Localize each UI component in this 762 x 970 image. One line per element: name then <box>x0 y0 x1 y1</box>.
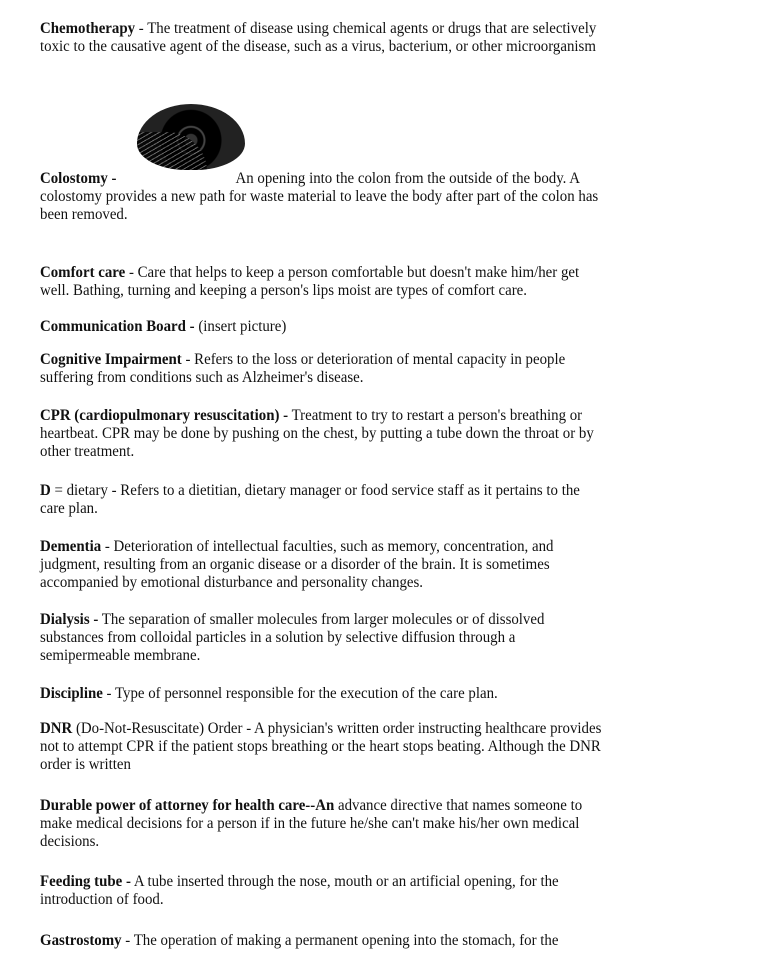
glossary-entry <box>40 20 596 38</box>
glossary-entry-continuation <box>40 556 550 574</box>
glossary-entry <box>40 407 582 425</box>
glossary-term: Discipline <box>40 685 103 702</box>
glossary-definition: care plan. <box>40 500 98 517</box>
glossary-definition: An opening into the colon from the outside of the body. A <box>235 170 581 187</box>
glossary-term: Communication Board - <box>40 318 195 335</box>
glossary-term: Dialysis - <box>40 611 99 628</box>
glossary-entry-continuation <box>40 891 164 909</box>
glossary-definition: advance directive that names someone to <box>334 797 583 814</box>
glossary-term: Comfort care <box>40 264 126 281</box>
glossary-term: D <box>40 482 51 499</box>
glossary-entry-continuation <box>40 38 596 56</box>
glossary-entry-continuation <box>40 369 363 387</box>
glossary-term: Chemotherapy <box>40 20 136 37</box>
glossary-definition: introduction of food. <box>40 891 164 908</box>
glossary-entry-continuation <box>40 500 98 518</box>
glossary-entry-continuation <box>40 815 579 833</box>
glossary-term: Gastrostomy <box>40 932 122 949</box>
glossary-entry-continuation <box>40 188 598 206</box>
glossary-entry <box>40 720 601 738</box>
glossary-definition: not to attempt CPR if the patient stops breathing or the heart stops beating. Although the DNR <box>40 738 601 755</box>
glossary-entry-continuation <box>40 629 515 647</box>
glossary-entry <box>40 611 544 629</box>
glossary-definition: Treatment to try to restart a person's breathing or <box>288 407 583 424</box>
glossary-entry-continuation <box>40 282 527 300</box>
glossary-term: Feeding tube - <box>40 873 131 890</box>
glossary-definition: (insert picture) <box>194 318 287 335</box>
glossary-entry <box>40 873 559 891</box>
glossary-definition: accompanied by emotional disturbance and personality changes. <box>40 574 424 591</box>
glossary-entry <box>40 932 558 950</box>
glossary-entry <box>40 797 582 815</box>
glossary-definition: well. Bathing, turning and keeping a person's lips moist are types of comfort care. <box>40 282 527 299</box>
glossary-entry <box>40 318 286 336</box>
glossary-entry-continuation <box>40 833 99 851</box>
glossary-definition: - The treatment of disease using chemical agents or drugs that are selectively <box>135 20 597 37</box>
glossary-definition: order is written <box>40 756 131 773</box>
glossary-entry-continuation <box>40 756 131 774</box>
colostomy-illustration <box>137 104 245 170</box>
glossary-term: CPR (cardiopulmonary resuscitation) - <box>40 407 289 424</box>
glossary-entry-continuation <box>40 647 200 665</box>
glossary-definition: - The operation of making a permanent opening into the stomach, for the <box>121 932 559 949</box>
glossary-entry-continuation <box>40 425 594 443</box>
glossary-term: Colostomy - <box>40 170 117 187</box>
glossary-definition: - Care that helps to keep a person comfortable but doesn't make him/her get <box>125 264 580 281</box>
glossary-entry <box>40 482 580 500</box>
glossary-entry-continuation <box>40 738 601 756</box>
glossary-definition: - Deterioration of intellectual faculties, such as memory, concentration, and <box>101 538 554 555</box>
glossary-term: Cognitive Impairment <box>40 351 182 368</box>
glossary-definition: The separation of smaller molecules from larger molecules or of dissolved <box>98 611 545 628</box>
glossary-entry <box>40 264 579 282</box>
glossary-entry <box>40 685 498 703</box>
glossary-definition: semipermeable membrane. <box>40 647 201 664</box>
glossary-entry <box>40 170 580 188</box>
glossary-term: Durable power of attorney for health care--An <box>40 797 335 814</box>
glossary-definition: decisions. <box>40 833 100 850</box>
glossary-definition: - Type of personnel responsible for the execution of the care plan. <box>102 685 498 702</box>
glossary-entry <box>40 538 553 556</box>
glossary-definition: make medical decisions for a person if in the future he/she can't make his/her own medical <box>40 815 580 832</box>
glossary-definition: judgment, resulting from an organic disease or a disorder of the brain. It is sometimes <box>40 556 550 573</box>
glossary-term: Dementia <box>40 538 102 555</box>
glossary-definition: A tube inserted through the nose, mouth or an artificial opening, for the <box>130 873 559 890</box>
glossary-definition: (Do-Not-Resuscitate) Order - A physician's written order instructing healthcare provides <box>72 720 602 737</box>
glossary-entry-continuation <box>40 206 128 224</box>
glossary-entry-continuation <box>40 574 423 592</box>
glossary-definition: suffering from conditions such as Alzheimer's disease. <box>40 369 364 386</box>
glossary-term: DNR <box>40 720 73 737</box>
glossary-definition: = dietary - Refers to a dietitian, dietary manager or food service staff as it pertains to the <box>50 482 580 499</box>
glossary-entry-continuation <box>40 443 134 461</box>
glossary-definition: - Refers to the loss or deterioration of mental capacity in people <box>181 351 566 368</box>
glossary-definition: heartbeat. CPR may be done by pushing on the chest, by putting a tube down the throat or by <box>40 425 594 442</box>
glossary-definition: substances from colloidal particles in a solution by selective diffusion through a <box>40 629 516 646</box>
glossary-entry <box>40 351 565 369</box>
glossary-definition: colostomy provides a new path for waste material to leave the body after part of the colon has <box>40 188 599 205</box>
glossary-definition: been removed. <box>40 206 128 223</box>
glossary-definition: other treatment. <box>40 443 135 460</box>
glossary-definition: toxic to the causative agent of the disease, such as a virus, bacterium, or other microorganism <box>40 38 596 55</box>
